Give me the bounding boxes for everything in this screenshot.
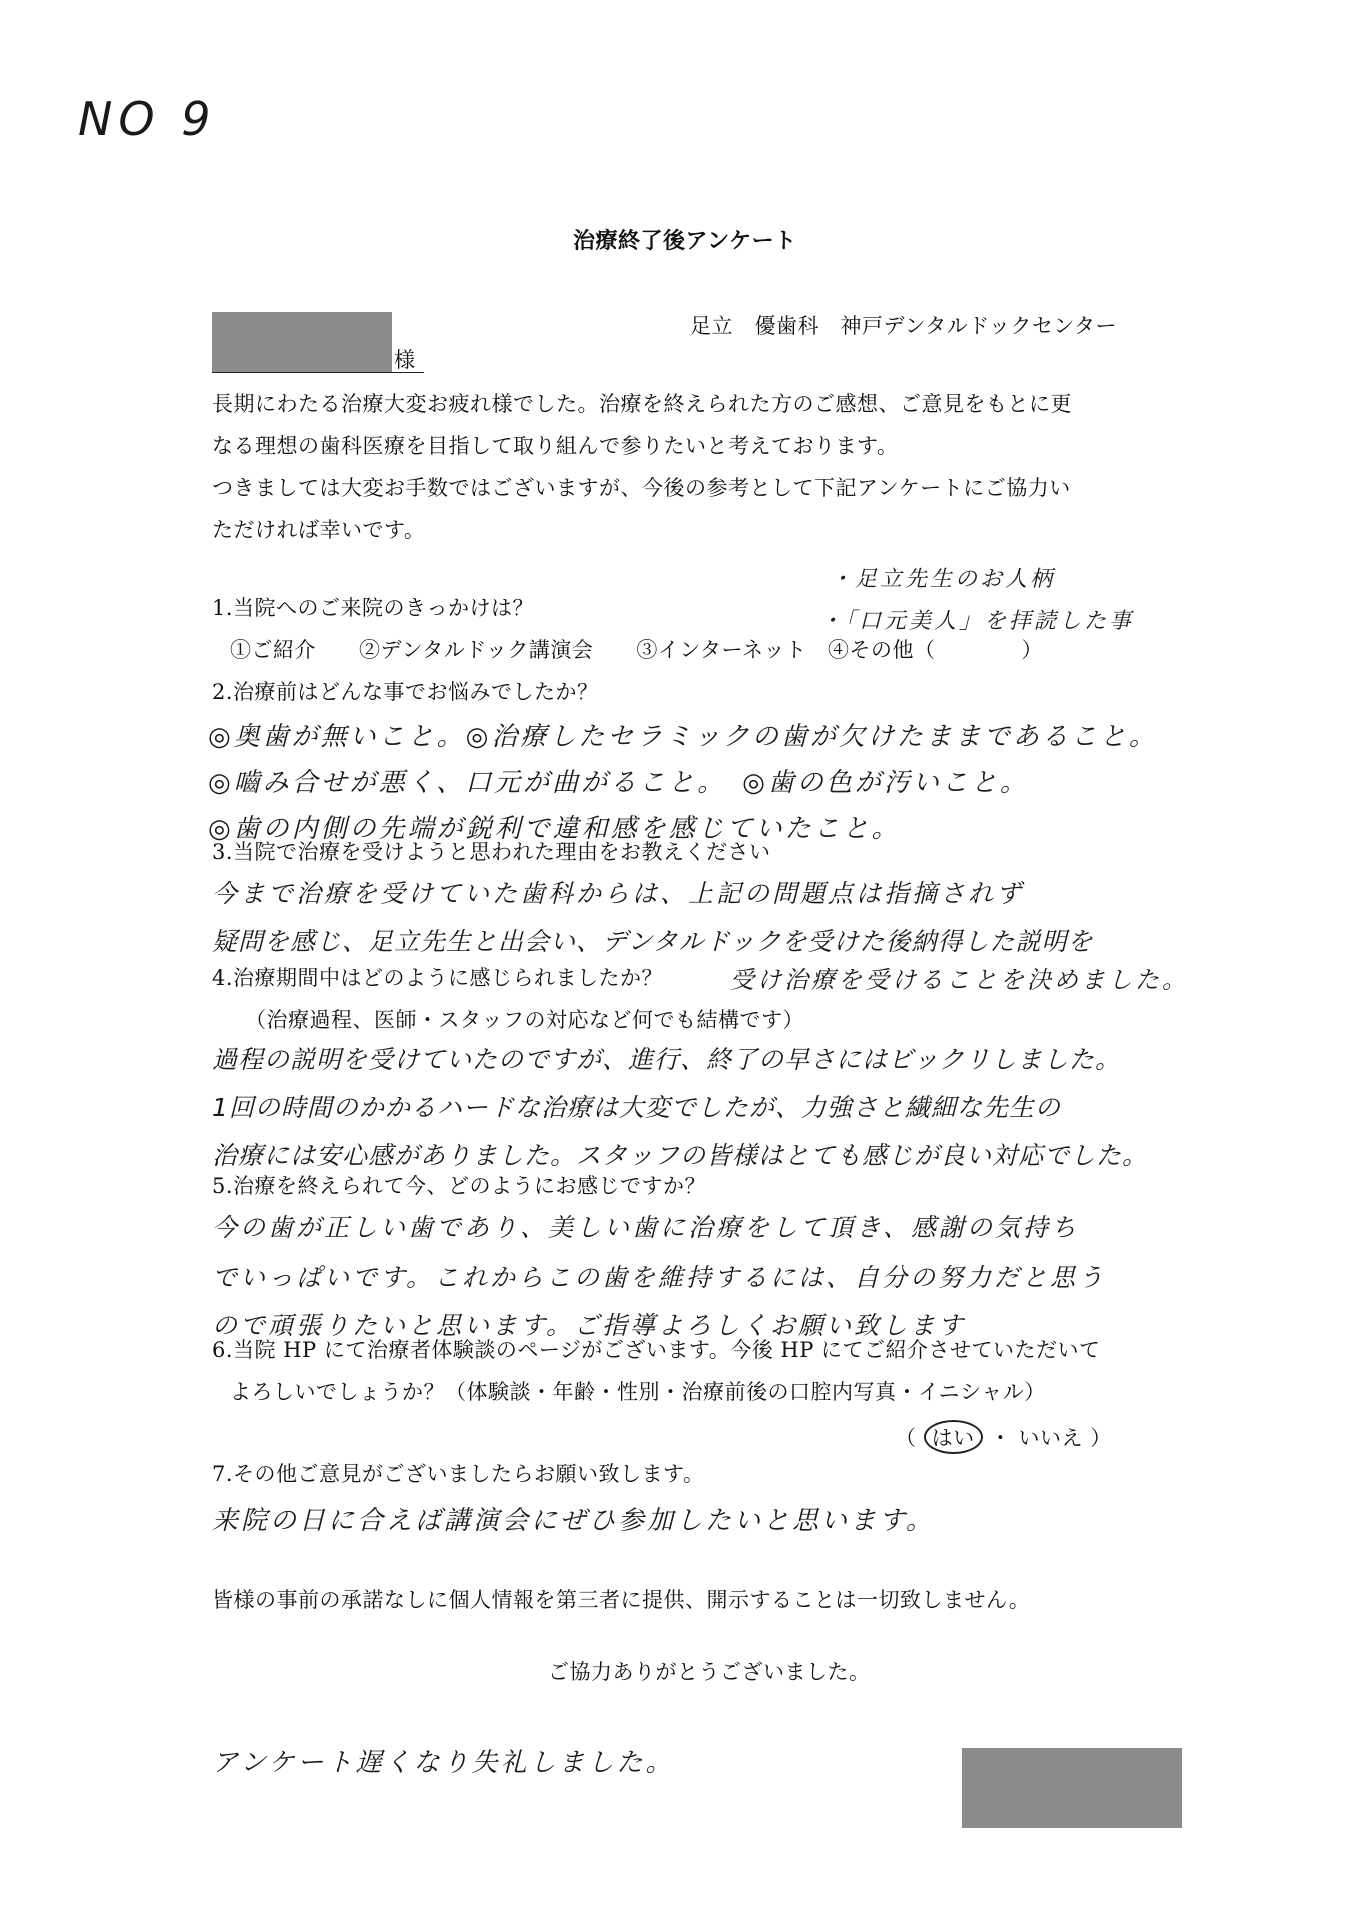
q5-answer-line: でいっぱいです。これからこの歯を維持するには、自分の努力だと思う (212, 1263, 1107, 1292)
q2-answer-line: ◎歯の内側の先端が鋭利で違和感を感じていたこと。 (208, 814, 901, 844)
q1-options: ①ご紹介 ②デンタルドック講演会 ③インターネット ④その他（ ） (230, 638, 1044, 662)
q4-answer-line: 過程の説明を受けていたのですが、進行、終了の早さにはビックリしました。 (212, 1045, 1122, 1074)
thanks-message: ご協力ありがとうございました。 (548, 1660, 871, 1684)
q5-answer-line: ので頑張りたいと思います。ご指導よろしくお願い致します (212, 1311, 967, 1340)
q6-no: いいえ (1018, 1426, 1084, 1450)
intro-line: 長期にわたる治療大変お疲れ様でした。治療を終えられた方のご感想、ご意見をもとに更 (212, 392, 1072, 416)
q4-answer-line: 1回の時間のかかるハードな治療は大変でしたが、力強さと繊細な先生の (212, 1093, 1061, 1122)
name-underline (212, 372, 424, 373)
q7-answer: 来院の日に合えば講演会にぜひ参加したいと思います。 (212, 1506, 935, 1536)
q1-handwritten-note: ・「口元美人」を拝読した事 (820, 609, 1135, 634)
q2-answer-line: ◎奥歯が無いこと。◎治療したセラミックの歯が欠けたままであること。 (208, 722, 1158, 752)
intro-line: なる理想の歯科医療を目指して取り組んで参りたいと考えております。 (212, 434, 899, 458)
q6-yes-circled: はい (924, 1420, 983, 1454)
redacted-name (212, 312, 392, 372)
q3-answer-line: 今まで治療を受けていた歯科からは、上記の問題点は指摘されず (212, 879, 1025, 908)
q4-subnote: （治療過程、医師・スタッフの対応など何でも結構です） (245, 1008, 804, 1032)
clinic-name: 足立 優歯科 神戸デンタルドックセンター (690, 314, 1118, 338)
intro-line: ただければ幸いです。 (212, 518, 426, 542)
privacy-notice: 皆様の事前の承諾なしに個人情報を第三者に提供、開示することは一切致しません。 (212, 1588, 1031, 1612)
q5-question: 5.治療を終えられて今、どのようにお感じですか？ (212, 1174, 707, 1198)
q4-answer-inline: 受け治療を受けることを決めました。 (730, 966, 1189, 994)
redacted-signature (962, 1748, 1182, 1828)
q6-question-line2: よろしいでしょうか？（体験談・年齢・性別・治療前後の口腔内写真・イニシャル） (230, 1380, 1046, 1404)
q2-answer-line: ◎嚙み合せが悪く、口元が曲がること。 ◎歯の色が汚いこと。 (208, 768, 1029, 798)
q3-question: 3.当院で治療を受けようと思われた理由をお教えください (212, 840, 771, 864)
intro-line: つきましては大変お手数ではございますが、今後の参考として下記アンケートにご協力い (212, 476, 1071, 500)
closing-handwritten-note: アンケート遅くなり失礼しました。 (212, 1748, 675, 1778)
q1-question: 1.当院へのご来院のきっかけは？ (212, 596, 535, 620)
q6-question: 6.当院 HP にて治療者体験談のページがございます。今後 HP にてご紹介させていただいて (212, 1338, 1101, 1362)
q2-question: 2.治療前はどんな事でお悩みでしたか？ (212, 680, 599, 704)
q5-answer-line: 今の歯が正しい歯であり、美しい歯に治療をして頂き、感謝の気持ち (212, 1213, 1080, 1242)
q1-handwritten-note: ・足立先生のお人柄 (830, 567, 1056, 592)
q7-question: 7.その他ご意見がございましたらお願い致します。 (212, 1462, 705, 1486)
q4-answer-line: 治療には安心感がありました。スタッフの皆様はとても感じが良い対応でした。 (212, 1141, 1149, 1170)
page-title: 治療終了後アンケート (573, 228, 797, 254)
q4-question: 4.治療期間中はどのように感じられましたか？ (212, 966, 664, 990)
q6-answer-choice: （ はい ・ いいえ ） (895, 1420, 1112, 1454)
q3-answer-line: 疑問を感じ、足立先生と出会い、デンタルドックを受けた後納得した説明を (212, 927, 1094, 956)
page-number: NO 9 (78, 92, 217, 146)
honorific-sama: 様 (394, 348, 416, 372)
